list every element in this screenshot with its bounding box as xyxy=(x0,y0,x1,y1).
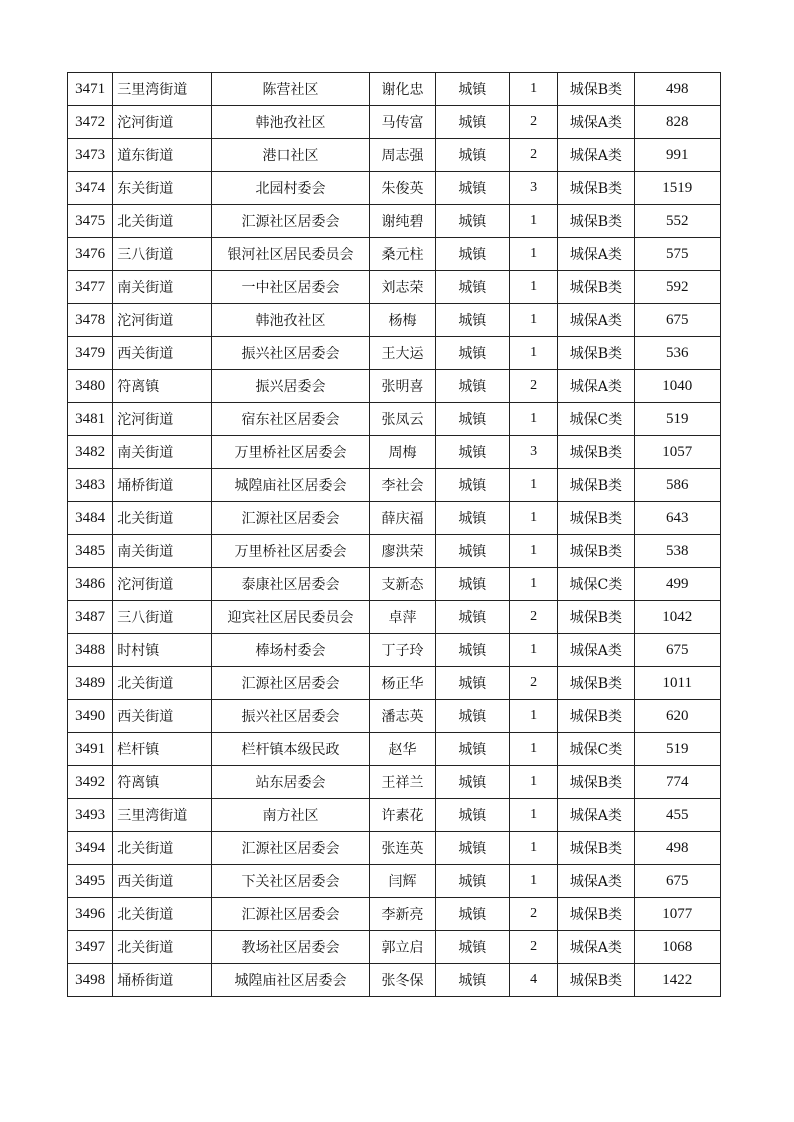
table-row xyxy=(68,238,721,271)
cell-street: 时村镇 xyxy=(113,634,211,667)
cell-amount: 620 xyxy=(634,700,720,733)
cell-person-name: 赵华 xyxy=(370,733,435,766)
cell-amount: 538 xyxy=(634,535,720,568)
cell-person-name: 杨正华 xyxy=(370,667,435,700)
cell-area-type: 城镇 xyxy=(435,832,509,865)
cell-street: 沱河街道 xyxy=(113,568,211,601)
table-row xyxy=(68,733,721,766)
cell-record-id: 3481 xyxy=(68,403,113,436)
cell-household-count: 1 xyxy=(509,337,557,370)
table-row xyxy=(68,172,721,205)
cell-area-type: 城镇 xyxy=(435,601,509,634)
cell-category: 城保B类 xyxy=(558,502,634,535)
cell-street: 西关街道 xyxy=(113,865,211,898)
cell-community: 汇源社区居委会 xyxy=(211,502,370,535)
cell-community: 教场社区居委会 xyxy=(211,931,370,964)
cell-amount: 586 xyxy=(634,469,720,502)
cell-record-id: 3498 xyxy=(68,964,113,997)
cell-area-type: 城镇 xyxy=(435,700,509,733)
cell-category: 城保A类 xyxy=(558,370,634,403)
cell-category: 城保A类 xyxy=(558,304,634,337)
cell-category: 城保B类 xyxy=(558,469,634,502)
cell-household-count: 1 xyxy=(509,634,557,667)
cell-record-id: 3491 xyxy=(68,733,113,766)
cell-household-count: 1 xyxy=(509,469,557,502)
cell-category: 城保B类 xyxy=(558,73,634,106)
cell-amount: 828 xyxy=(634,106,720,139)
cell-record-id: 3478 xyxy=(68,304,113,337)
cell-area-type: 城镇 xyxy=(435,865,509,898)
cell-amount: 499 xyxy=(634,568,720,601)
cell-area-type: 城镇 xyxy=(435,370,509,403)
cell-street: 南关街道 xyxy=(113,436,211,469)
table-row xyxy=(68,766,721,799)
cell-category: 城保A类 xyxy=(558,865,634,898)
table-row xyxy=(68,898,721,931)
roster-body xyxy=(68,73,721,997)
cell-category: 城保B类 xyxy=(558,601,634,634)
cell-area-type: 城镇 xyxy=(435,535,509,568)
cell-street: 三八街道 xyxy=(113,238,211,271)
cell-household-count: 2 xyxy=(509,898,557,931)
cell-person-name: 马传富 xyxy=(370,106,435,139)
cell-community: 泰康社区居委会 xyxy=(211,568,370,601)
cell-record-id: 3484 xyxy=(68,502,113,535)
cell-street: 南关街道 xyxy=(113,535,211,568)
cell-area-type: 城镇 xyxy=(435,799,509,832)
cell-community: 港口社区 xyxy=(211,139,370,172)
cell-area-type: 城镇 xyxy=(435,733,509,766)
cell-area-type: 城镇 xyxy=(435,73,509,106)
cell-category: 城保B类 xyxy=(558,667,634,700)
cell-amount: 1077 xyxy=(634,898,720,931)
cell-record-id: 3475 xyxy=(68,205,113,238)
table-row xyxy=(68,370,721,403)
cell-household-count: 1 xyxy=(509,238,557,271)
cell-community: 棒场村委会 xyxy=(211,634,370,667)
cell-household-count: 2 xyxy=(509,370,557,403)
cell-person-name: 李社会 xyxy=(370,469,435,502)
cell-community: 韩池孜社区 xyxy=(211,106,370,139)
cell-street: 东关街道 xyxy=(113,172,211,205)
cell-household-count: 2 xyxy=(509,931,557,964)
cell-community: 万里桥社区居委会 xyxy=(211,535,370,568)
cell-street: 北关街道 xyxy=(113,502,211,535)
roster-table xyxy=(67,72,721,997)
cell-person-name: 周梅 xyxy=(370,436,435,469)
cell-category: 城保C类 xyxy=(558,403,634,436)
table-row xyxy=(68,799,721,832)
cell-person-name: 卓萍 xyxy=(370,601,435,634)
cell-amount: 1422 xyxy=(634,964,720,997)
cell-category: 城保C类 xyxy=(558,733,634,766)
table-row xyxy=(68,106,721,139)
cell-area-type: 城镇 xyxy=(435,403,509,436)
cell-record-id: 3472 xyxy=(68,106,113,139)
cell-person-name: 许素花 xyxy=(370,799,435,832)
cell-community: 振兴社区居委会 xyxy=(211,337,370,370)
table-row xyxy=(68,931,721,964)
cell-community: 南方社区 xyxy=(211,799,370,832)
table-row xyxy=(68,865,721,898)
cell-community: 宿东社区居委会 xyxy=(211,403,370,436)
cell-person-name: 丁子玲 xyxy=(370,634,435,667)
cell-record-id: 3496 xyxy=(68,898,113,931)
cell-record-id: 3482 xyxy=(68,436,113,469)
cell-amount: 774 xyxy=(634,766,720,799)
cell-record-id: 3492 xyxy=(68,766,113,799)
cell-area-type: 城镇 xyxy=(435,568,509,601)
cell-community: 汇源社区居委会 xyxy=(211,667,370,700)
cell-record-id: 3473 xyxy=(68,139,113,172)
cell-category: 城保A类 xyxy=(558,106,634,139)
cell-area-type: 城镇 xyxy=(435,766,509,799)
cell-category: 城保A类 xyxy=(558,139,634,172)
cell-area-type: 城镇 xyxy=(435,205,509,238)
cell-person-name: 谢纯碧 xyxy=(370,205,435,238)
cell-community: 迎宾社区居民委员会 xyxy=(211,601,370,634)
cell-household-count: 1 xyxy=(509,799,557,832)
cell-street: 西关街道 xyxy=(113,337,211,370)
cell-record-id: 3489 xyxy=(68,667,113,700)
cell-area-type: 城镇 xyxy=(435,502,509,535)
cell-amount: 991 xyxy=(634,139,720,172)
cell-community: 城隍庙社区居委会 xyxy=(211,964,370,997)
cell-street: 西关街道 xyxy=(113,700,211,733)
cell-street: 北关街道 xyxy=(113,667,211,700)
cell-category: 城保B类 xyxy=(558,205,634,238)
cell-area-type: 城镇 xyxy=(435,898,509,931)
cell-street: 北关街道 xyxy=(113,832,211,865)
cell-record-id: 3487 xyxy=(68,601,113,634)
cell-household-count: 1 xyxy=(509,73,557,106)
table-row xyxy=(68,700,721,733)
cell-person-name: 朱俊英 xyxy=(370,172,435,205)
cell-street: 北关街道 xyxy=(113,931,211,964)
cell-community: 北园村委会 xyxy=(211,172,370,205)
cell-household-count: 4 xyxy=(509,964,557,997)
cell-person-name: 谢化忠 xyxy=(370,73,435,106)
cell-category: 城保A类 xyxy=(558,238,634,271)
cell-household-count: 1 xyxy=(509,304,557,337)
cell-household-count: 1 xyxy=(509,271,557,304)
cell-person-name: 王祥兰 xyxy=(370,766,435,799)
cell-category: 城保C类 xyxy=(558,568,634,601)
cell-street: 北关街道 xyxy=(113,898,211,931)
cell-area-type: 城镇 xyxy=(435,436,509,469)
cell-street: 南关街道 xyxy=(113,271,211,304)
cell-person-name: 杨梅 xyxy=(370,304,435,337)
cell-area-type: 城镇 xyxy=(435,238,509,271)
cell-amount: 498 xyxy=(634,73,720,106)
table-row xyxy=(68,337,721,370)
cell-community: 城隍庙社区居委会 xyxy=(211,469,370,502)
table-row xyxy=(68,304,721,337)
table-row xyxy=(68,601,721,634)
cell-person-name: 李新亮 xyxy=(370,898,435,931)
cell-community: 汇源社区居委会 xyxy=(211,205,370,238)
cell-amount: 675 xyxy=(634,634,720,667)
cell-household-count: 2 xyxy=(509,139,557,172)
cell-street: 埇桥街道 xyxy=(113,469,211,502)
cell-amount: 552 xyxy=(634,205,720,238)
cell-community: 栏杆镇本级民政 xyxy=(211,733,370,766)
cell-amount: 519 xyxy=(634,733,720,766)
cell-category: 城保B类 xyxy=(558,898,634,931)
cell-household-count: 3 xyxy=(509,172,557,205)
cell-area-type: 城镇 xyxy=(435,271,509,304)
table-row xyxy=(68,634,721,667)
cell-community: 站东居委会 xyxy=(211,766,370,799)
cell-person-name: 潘志英 xyxy=(370,700,435,733)
cell-record-id: 3486 xyxy=(68,568,113,601)
cell-household-count: 1 xyxy=(509,865,557,898)
cell-amount: 519 xyxy=(634,403,720,436)
cell-person-name: 支新态 xyxy=(370,568,435,601)
cell-category: 城保B类 xyxy=(558,436,634,469)
cell-community: 下关社区居委会 xyxy=(211,865,370,898)
cell-amount: 498 xyxy=(634,832,720,865)
cell-community: 一中社区居委会 xyxy=(211,271,370,304)
cell-category: 城保B类 xyxy=(558,535,634,568)
cell-amount: 1040 xyxy=(634,370,720,403)
cell-street: 三里湾街道 xyxy=(113,73,211,106)
cell-area-type: 城镇 xyxy=(435,106,509,139)
table-row xyxy=(68,832,721,865)
table-row xyxy=(68,502,721,535)
cell-record-id: 3485 xyxy=(68,535,113,568)
cell-person-name: 桑元柱 xyxy=(370,238,435,271)
cell-area-type: 城镇 xyxy=(435,337,509,370)
cell-record-id: 3494 xyxy=(68,832,113,865)
cell-household-count: 2 xyxy=(509,106,557,139)
cell-street: 三里湾街道 xyxy=(113,799,211,832)
cell-category: 城保A类 xyxy=(558,931,634,964)
cell-household-count: 1 xyxy=(509,733,557,766)
cell-person-name: 张连英 xyxy=(370,832,435,865)
cell-community: 振兴社区居委会 xyxy=(211,700,370,733)
cell-area-type: 城镇 xyxy=(435,634,509,667)
cell-area-type: 城镇 xyxy=(435,964,509,997)
cell-amount: 1011 xyxy=(634,667,720,700)
cell-record-id: 3480 xyxy=(68,370,113,403)
cell-community: 万里桥社区居委会 xyxy=(211,436,370,469)
table-row xyxy=(68,271,721,304)
table-row xyxy=(68,73,721,106)
cell-street: 沱河街道 xyxy=(113,304,211,337)
cell-household-count: 1 xyxy=(509,832,557,865)
cell-person-name: 张凤云 xyxy=(370,403,435,436)
cell-street: 符离镇 xyxy=(113,766,211,799)
cell-person-name: 郭立启 xyxy=(370,931,435,964)
cell-household-count: 1 xyxy=(509,403,557,436)
cell-person-name: 廖洪荣 xyxy=(370,535,435,568)
cell-person-name: 张冬保 xyxy=(370,964,435,997)
cell-street: 沱河街道 xyxy=(113,403,211,436)
cell-category: 城保A类 xyxy=(558,634,634,667)
cell-amount: 1042 xyxy=(634,601,720,634)
cell-person-name: 王大运 xyxy=(370,337,435,370)
cell-category: 城保B类 xyxy=(558,337,634,370)
cell-household-count: 3 xyxy=(509,436,557,469)
cell-amount: 592 xyxy=(634,271,720,304)
table-row xyxy=(68,535,721,568)
cell-area-type: 城镇 xyxy=(435,469,509,502)
table-row xyxy=(68,403,721,436)
cell-street: 北关街道 xyxy=(113,205,211,238)
cell-area-type: 城镇 xyxy=(435,667,509,700)
table-row xyxy=(68,139,721,172)
cell-amount: 455 xyxy=(634,799,720,832)
cell-amount: 1519 xyxy=(634,172,720,205)
cell-record-id: 3495 xyxy=(68,865,113,898)
cell-amount: 675 xyxy=(634,304,720,337)
table-row xyxy=(68,469,721,502)
cell-amount: 575 xyxy=(634,238,720,271)
cell-amount: 1057 xyxy=(634,436,720,469)
cell-category: 城保B类 xyxy=(558,271,634,304)
cell-record-id: 3474 xyxy=(68,172,113,205)
cell-street: 道东街道 xyxy=(113,139,211,172)
cell-community: 振兴居委会 xyxy=(211,370,370,403)
cell-amount: 1068 xyxy=(634,931,720,964)
cell-record-id: 3471 xyxy=(68,73,113,106)
cell-area-type: 城镇 xyxy=(435,172,509,205)
cell-street: 栏杆镇 xyxy=(113,733,211,766)
cell-household-count: 2 xyxy=(509,601,557,634)
cell-person-name: 闫辉 xyxy=(370,865,435,898)
cell-person-name: 周志强 xyxy=(370,139,435,172)
cell-community: 陈营社区 xyxy=(211,73,370,106)
cell-household-count: 2 xyxy=(509,667,557,700)
cell-record-id: 3490 xyxy=(68,700,113,733)
cell-amount: 675 xyxy=(634,865,720,898)
cell-record-id: 3477 xyxy=(68,271,113,304)
cell-street: 三八街道 xyxy=(113,601,211,634)
cell-record-id: 3476 xyxy=(68,238,113,271)
cell-area-type: 城镇 xyxy=(435,304,509,337)
cell-community: 银河社区居民委员会 xyxy=(211,238,370,271)
cell-person-name: 薛庆福 xyxy=(370,502,435,535)
cell-record-id: 3497 xyxy=(68,931,113,964)
cell-person-name: 刘志荣 xyxy=(370,271,435,304)
cell-household-count: 1 xyxy=(509,535,557,568)
cell-category: 城保B类 xyxy=(558,832,634,865)
cell-category: 城保B类 xyxy=(558,700,634,733)
cell-category: 城保B类 xyxy=(558,172,634,205)
cell-category: 城保B类 xyxy=(558,964,634,997)
cell-community: 韩池孜社区 xyxy=(211,304,370,337)
table-row xyxy=(68,667,721,700)
cell-record-id: 3493 xyxy=(68,799,113,832)
cell-record-id: 3488 xyxy=(68,634,113,667)
cell-street: 沱河街道 xyxy=(113,106,211,139)
cell-household-count: 1 xyxy=(509,766,557,799)
table-row xyxy=(68,964,721,997)
cell-area-type: 城镇 xyxy=(435,139,509,172)
cell-record-id: 3479 xyxy=(68,337,113,370)
cell-household-count: 1 xyxy=(509,700,557,733)
cell-household-count: 1 xyxy=(509,502,557,535)
cell-street: 埇桥街道 xyxy=(113,964,211,997)
cell-category: 城保B类 xyxy=(558,766,634,799)
cell-household-count: 1 xyxy=(509,205,557,238)
cell-area-type: 城镇 xyxy=(435,931,509,964)
cell-amount: 536 xyxy=(634,337,720,370)
cell-category: 城保A类 xyxy=(558,799,634,832)
table-row xyxy=(68,568,721,601)
cell-record-id: 3483 xyxy=(68,469,113,502)
cell-person-name: 张明喜 xyxy=(370,370,435,403)
table-row xyxy=(68,436,721,469)
cell-community: 汇源社区居委会 xyxy=(211,898,370,931)
cell-amount: 643 xyxy=(634,502,720,535)
table-row xyxy=(68,205,721,238)
cell-community: 汇源社区居委会 xyxy=(211,832,370,865)
cell-street: 符离镇 xyxy=(113,370,211,403)
cell-household-count: 1 xyxy=(509,568,557,601)
